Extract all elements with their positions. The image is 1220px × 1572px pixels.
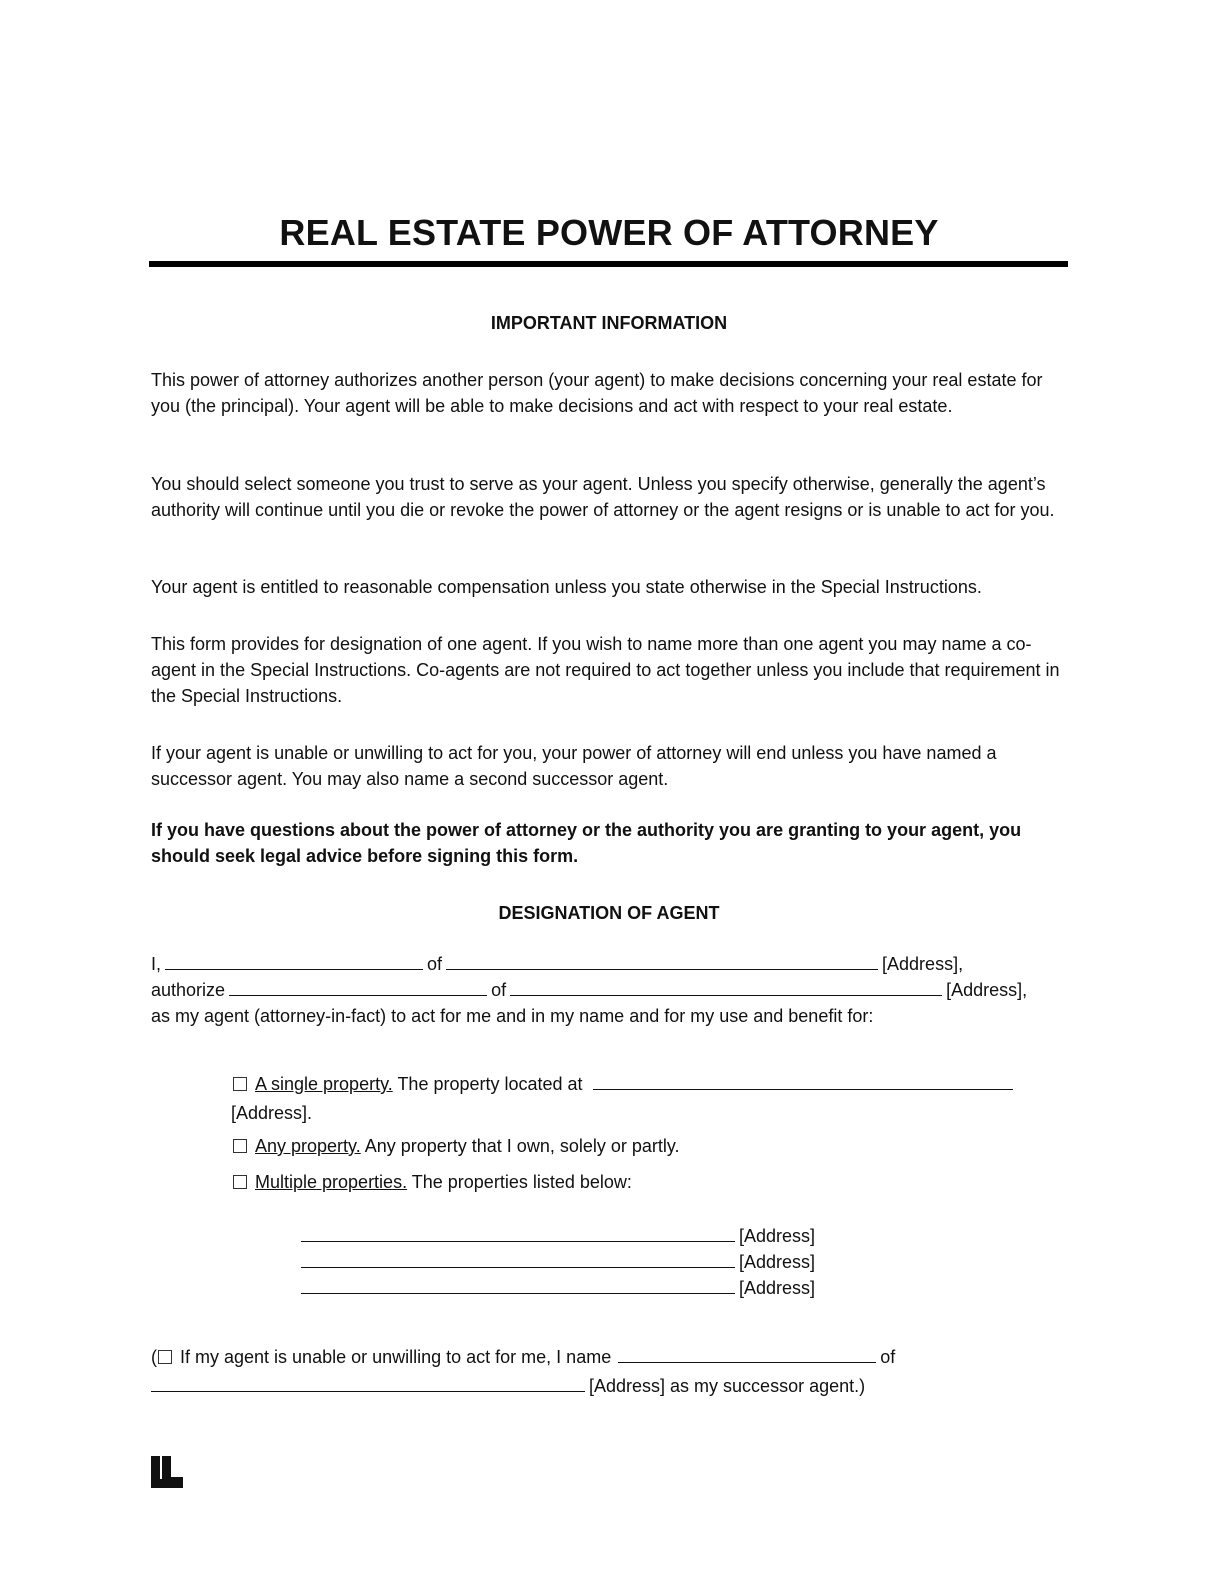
property-address-field-2[interactable] (301, 1249, 735, 1268)
agent-address-label: [Address], (946, 980, 1028, 1000)
agent-address-field[interactable] (510, 977, 942, 996)
info-paragraph-1: This power of attorney authorizes another person (your agent) to make decisions concerning your real estate for you (the principal). Your agent will be able to make decisions and act with respect to your real estate. (151, 370, 1043, 416)
single-property-checkbox[interactable] (233, 1077, 247, 1091)
agent-of-label: of (491, 980, 507, 1000)
single-property-label: A single property. (255, 1074, 393, 1094)
principal-prefix: I, (151, 954, 162, 974)
property-address-row-2 (301, 1249, 815, 1275)
successor-name-field[interactable] (618, 1344, 876, 1363)
principal-address-field[interactable] (446, 951, 878, 970)
document-title: REAL ESTATE POWER OF ATTORNEY (279, 212, 939, 253)
important-information-heading: IMPORTANT INFORMATION (490, 313, 728, 333)
successor-agent-checkbox[interactable] (158, 1350, 172, 1364)
agent-name-field[interactable] (229, 977, 487, 996)
successor-agent-line (151, 1344, 895, 1370)
successor-of-label: of (880, 1347, 896, 1367)
principal-line (151, 951, 963, 977)
successor-agent-text: If my agent is unable or unwilling to act for me, I name (180, 1347, 612, 1367)
multiple-properties-checkbox[interactable] (233, 1175, 247, 1189)
successor-address-field[interactable] (151, 1373, 585, 1392)
principal-of-label: of (427, 954, 443, 974)
info-paragraph-2: You should select someone you trust to serve as your agent. Unless you specify otherwise, generally the agent’s authority will continue until you die or revoke the power of attorney or the agent resigns or is unable to act for you. (151, 474, 1055, 520)
multiple-properties-text: The properties listed below: (411, 1172, 632, 1192)
brand-logo-icon (151, 1456, 183, 1488)
principal-name-field[interactable] (165, 951, 423, 970)
property-address-label-3: [Address] (739, 1278, 816, 1298)
agent-purpose-text: as my agent (attorney-in-fact) to act for me and in my name and for my use and benefit for: (151, 1006, 874, 1026)
agent-line (151, 977, 1027, 1003)
option-any-property (233, 1133, 680, 1159)
successor-address-line (151, 1373, 865, 1399)
successor-address-label: [Address] as my successor agent.) (589, 1376, 866, 1396)
title-divider (149, 261, 1068, 267)
legal-advice-warning: If you have questions about the power of attorney or the authority you are granting to your agent, you should seek legal advice before signing this form. (151, 820, 1022, 866)
any-property-text: Any property that I own, solely or partly. (364, 1136, 680, 1156)
single-property-address-label: [Address]. (231, 1103, 313, 1123)
principal-address-label: [Address], (882, 954, 964, 974)
option-single-property (233, 1071, 1017, 1097)
info-paragraph-3: Your agent is entitled to reasonable compensation unless you state otherwise in the Special Instructions. (151, 577, 982, 597)
info-paragraph-4: This form provides for designation of one agent. If you wish to name more than one agent you may name a co-agent in the Special Instructions. Co-agents are not required to act together unless you include that requirement in the Special Instructions. (151, 634, 1060, 706)
property-address-field-1[interactable] (301, 1223, 735, 1242)
property-address-field-3[interactable] (301, 1275, 735, 1294)
any-property-label: Any property. (255, 1136, 361, 1156)
single-property-address-field[interactable] (593, 1071, 1013, 1090)
single-property-text: The property located at (397, 1074, 583, 1094)
info-paragraph-5: If your agent is unable or unwilling to act for you, your power of attorney will end unless you have named a successor agent. You may also name a second successor agent. (151, 743, 997, 789)
property-address-label-2: [Address] (739, 1252, 816, 1272)
designation-of-agent-heading: DESIGNATION OF AGENT (498, 903, 720, 923)
agent-prefix: authorize (151, 980, 226, 1000)
successor-open-paren: ( (151, 1347, 157, 1367)
option-multiple-properties (233, 1169, 632, 1195)
property-address-row-1 (301, 1223, 815, 1249)
any-property-checkbox[interactable] (233, 1139, 247, 1153)
multiple-properties-label: Multiple properties. (255, 1172, 408, 1192)
property-address-label-1: [Address] (739, 1226, 816, 1246)
property-address-row-3 (301, 1275, 815, 1301)
